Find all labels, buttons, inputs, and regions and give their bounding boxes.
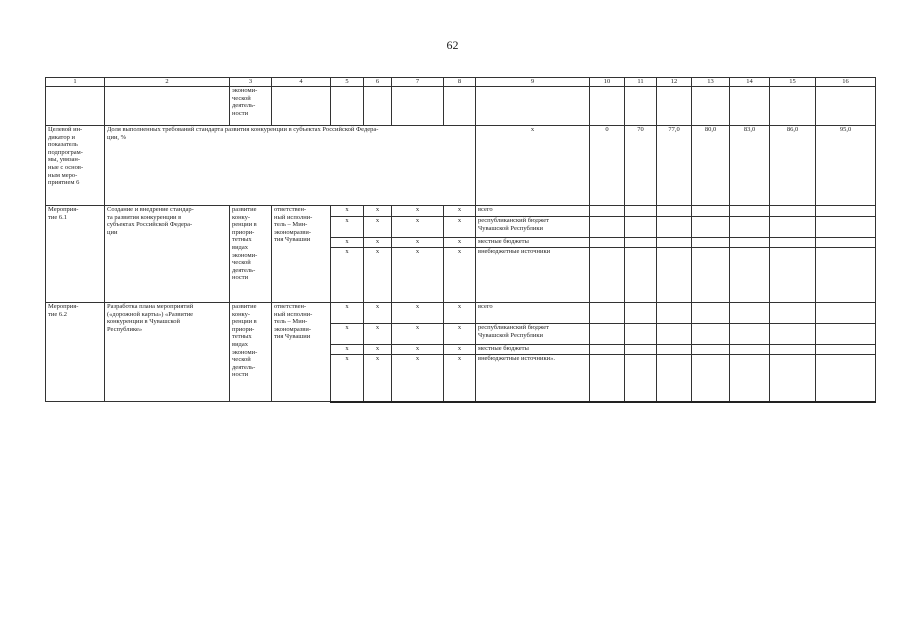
table-row [46,303,876,324]
column-number: 6 [364,78,392,87]
funding-source: внебюджетные источники [476,248,590,303]
mark: х [392,355,444,402]
funding-source: всего [476,206,590,217]
mark: х [392,217,444,238]
mark: х [444,303,476,324]
indicator-text: Доля выполненных требований стандарта развития конкуренции в субъектах Российской Федера- ции, % [105,126,476,206]
continuation-goal: экономи- ческой деятель- ности [230,87,272,126]
event-executor: ответствен- ный исполни- тель – Мин- экономразви- тия Чувашии [272,303,331,402]
column-number: 12 [657,78,692,87]
mark: х [444,248,476,303]
event-name: Мероприя- тие 6.1 [46,206,105,303]
column-number: 8 [444,78,476,87]
indicator-value: 80,0 [692,126,730,206]
program-table [45,77,876,403]
funding-source: местные бюджеты [476,345,590,355]
mark: х [331,206,364,217]
mark: х [364,303,392,324]
event-description: Разработка плана мероприятий («дорожной карты») «Развитие конкуренции в Чувашской Республике» [105,303,230,402]
column-number: 3 [230,78,272,87]
column-number: 15 [770,78,816,87]
mark: х [444,217,476,238]
indicator-row [46,126,876,206]
column-number: 10 [590,78,625,87]
mark: х [444,345,476,355]
mark: х [331,248,364,303]
mark: х [364,206,392,217]
mark: х [331,355,364,402]
event-goal: развитие конку- ренции в приори- тетных видах экономи- ческой деятель- ности [230,206,272,303]
funding-source: республиканский бюджет Чувашской Республики [476,217,590,238]
indicator-value: 77,0 [657,126,692,206]
mark: х [444,206,476,217]
mark: х [392,248,444,303]
mark: х [444,355,476,402]
mark: х [364,238,392,248]
indicator-value: 86,0 [770,126,816,206]
column-number: 4 [272,78,331,87]
mark: х [444,238,476,248]
column-number-row [46,78,876,87]
column-number: 7 [392,78,444,87]
mark: х [364,217,392,238]
event-description: Создание и внедрение стандар- та развития конкуренции в субъектах Российской Федера- ции [105,206,230,303]
column-number: 14 [730,78,770,87]
indicator-label: Целевой ин- дикатор и показатель подпрограм- мы, увязан- ные с основ- ным меро- приятием 6 [46,126,105,206]
funding-source: внебюджетные источники». [476,355,590,402]
column-number: 11 [625,78,657,87]
mark: х [331,303,364,324]
funding-source: республиканский бюджет Чувашской Республики [476,324,590,345]
mark: х [364,324,392,345]
mark: х [331,217,364,238]
column-number: 1 [46,78,105,87]
mark: х [331,238,364,248]
column-number: 5 [331,78,364,87]
indicator-value: 0 [590,126,625,206]
column-number: 2 [105,78,230,87]
funding-source: всего [476,303,590,324]
indicator-value: 95,0 [816,126,876,206]
mark: х [392,345,444,355]
mark: х [331,345,364,355]
mark: х [364,345,392,355]
event-name: Мероприя- тие 6.2 [46,303,105,402]
column-number: 9 [476,78,590,87]
indicator-value: 83,0 [730,126,770,206]
event-executor: ответствен- ный исполни- тель – Мин- экономразви- тия Чувашии [272,206,331,303]
column-number: 16 [816,78,876,87]
mark: х [331,324,364,345]
mark: х [392,206,444,217]
mark: х [392,324,444,345]
mark: х [364,248,392,303]
continuation-row [46,87,876,126]
mark: х [392,238,444,248]
mark: х [444,324,476,345]
funding-source: местные бюджеты [476,238,590,248]
page-number: 62 [446,38,459,52]
indicator-mark: х [476,126,590,206]
indicator-value: 70 [625,126,657,206]
mark: х [364,355,392,402]
table-row [46,206,876,217]
mark: х [392,303,444,324]
event-goal: развитие конку- ренции в приори- тетных видах экономи- ческой деятель- ности [230,303,272,402]
column-number: 13 [692,78,730,87]
